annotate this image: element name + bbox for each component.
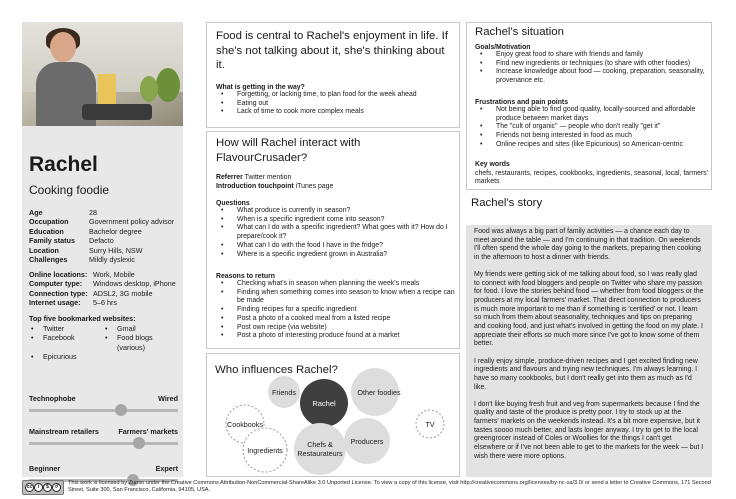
tech-label: Internet usage: xyxy=(29,298,81,308)
referrer-label: Referrer xyxy=(216,174,243,181)
scale-track xyxy=(29,409,178,412)
fact-row xyxy=(29,208,174,217)
list-item: • Post a photo of interesting produce found at a market xyxy=(216,332,456,341)
story-title: Rachel's story xyxy=(471,197,543,209)
fact-row xyxy=(29,246,174,255)
producers-label: Producers xyxy=(350,437,384,446)
fact-value: 28 xyxy=(89,208,97,217)
list-item: • Friends not being interested in food as much xyxy=(475,132,709,141)
influence-card xyxy=(206,353,460,477)
restaurateurs-label: Restaurateurs xyxy=(297,449,343,458)
questions-list xyxy=(216,207,456,259)
persona-panel xyxy=(22,22,183,477)
nc-icon: $ xyxy=(43,483,52,492)
pain-points-list xyxy=(475,106,709,150)
tech-row xyxy=(29,289,176,298)
story-paragraph: I don't like buying fresh fruit and veg from supermarkets because I find the quality and taste of the produce is pretty poor. I try to stock up at the farmers' markets on the weekends instead. It's a bit more expensive, but it tastes soooo much better, and lasts longer anyway. I try to get to the local greengrocer instead of Coles or Woollies for the things I can't get elsewhere or if I've not been able to get to the markets for the week — but I wish there were more options. xyxy=(474,400,704,460)
questions-title: Questions xyxy=(216,200,250,207)
story-body xyxy=(466,225,712,477)
fact-value: Defacto xyxy=(89,236,114,246)
fact-label: Challenges xyxy=(29,255,68,265)
reasons-section xyxy=(216,273,456,341)
rachel-label: Rachel xyxy=(312,399,336,408)
keywords-section xyxy=(475,161,709,187)
list-item: • The "cult of organic" — people who don't really "get it" xyxy=(475,123,709,132)
scale-track xyxy=(29,442,178,445)
quote-card xyxy=(206,22,460,128)
list-item: • Checking what's in season when planning the week's meals xyxy=(216,280,456,289)
obstacles-section xyxy=(216,84,456,117)
fact-value: Government policy advisor xyxy=(89,217,175,227)
story-card xyxy=(466,195,712,477)
other-foodies-label: Other foodies xyxy=(357,388,401,397)
pain-points-section xyxy=(475,99,709,150)
list-item: • Enjoy great food to share with friends and family xyxy=(475,51,709,60)
list-item: • What can I do with the food I have in the fridge? xyxy=(216,242,456,251)
interaction-title: How will Rachel interact with FlavourCrusader? xyxy=(216,137,361,164)
persona-name: Rachel xyxy=(29,153,98,176)
tech-value: 5–6 hrs xyxy=(93,298,117,308)
scale-right-label: Farmers' markets xyxy=(118,427,178,436)
fact-value: Mildly dyslexic xyxy=(89,255,135,265)
bookmark-item: • Epicurious xyxy=(29,352,103,361)
list-item: • Finding recipes for a specific ingredient xyxy=(216,306,456,315)
list-item: • Increase knowledge about food — cooking, preparation, seasonality, provenance etc. xyxy=(475,68,709,85)
list-item: • What produce is currently in season? xyxy=(216,207,456,216)
pain-points-title: Frustrations and pain points xyxy=(475,99,569,106)
persona-role: Cooking foodie xyxy=(29,183,110,197)
technophobe-wired-scale xyxy=(29,394,178,424)
bookmark-item: • Gmail xyxy=(103,324,179,333)
keywords-title: Key words xyxy=(475,161,510,168)
tech-value: Windows desktop, iPhone xyxy=(93,279,176,289)
bookmark-item: • Facebook xyxy=(29,333,103,352)
fact-label: Family status xyxy=(29,236,75,246)
list-item: • Forgetting, or lacking time, to plan food for the week ahead xyxy=(216,91,456,100)
persona-facts xyxy=(29,208,174,264)
touchpoint-label: Introduction touchpoint xyxy=(216,182,294,190)
bookmarks-title: Top five bookmarked websites: xyxy=(29,314,136,323)
list-item: • Post a photo of a cooked meal from a listed recipe xyxy=(216,315,456,324)
referrer-value: Twitter mention xyxy=(244,174,292,181)
list-item: • Where is a specific ingredient grown in Australia? xyxy=(216,251,456,260)
scale-right-label: Wired xyxy=(158,394,178,403)
scale-right-label: Expert xyxy=(155,464,178,473)
list-item: • Eating out xyxy=(216,100,456,109)
obstacles-title: What is getting in the way? xyxy=(216,84,305,91)
questions-section xyxy=(216,200,456,259)
persona-quote: Food is central to Rachel's enjoyment in life. If she's not talking about it, she's thinking about it. xyxy=(216,30,448,71)
list-item: • Online recipes and sites (like Epicurious) so American-centric xyxy=(475,141,709,150)
influence-diagram xyxy=(207,354,461,478)
retailers-markets-scale xyxy=(29,427,178,457)
tech-value: Work, Mobile xyxy=(93,270,135,279)
friends-label: Friends xyxy=(272,388,296,397)
fact-row xyxy=(29,236,174,245)
tech-row xyxy=(29,270,176,279)
scale-left-label: Beginner xyxy=(29,464,61,473)
interaction-meta xyxy=(216,174,333,191)
list-item: • Find new ingredients or techniques (to share with other foodies) xyxy=(475,60,709,69)
fact-label: Education xyxy=(29,226,64,236)
list-item: • Post own recipe (via website) xyxy=(216,324,456,333)
goals-section xyxy=(475,44,709,86)
sa-icon: ↺ xyxy=(52,483,61,492)
reasons-title: Reasons to return xyxy=(216,273,275,280)
license-text: This work is licensed by Zumio under the Creative Commons Attribution-NonCommercial-ShareAlike 3.0 Unported License. To view a copy of this license, visit http://creativecommons.org/licenses/by-nc-sa/3.0/ or send a letter to Creative Commons, 171 Second Street, Suite 300, San Francisco, California, 94105, USA. xyxy=(68,480,711,493)
story-paragraph: Food was always a big part of family activities — a chance each day to meet around the table — and I'm continuing in that tradition. On weekends I'll often spend the whole day going to the markets, preparing then cooking in the afternoon to host a dinner with friends. xyxy=(474,228,701,261)
fact-label: Location xyxy=(29,245,59,255)
goals-list xyxy=(475,51,709,86)
tech-row xyxy=(29,298,176,307)
bookmark-item: • Food blogs (various) xyxy=(103,333,179,352)
story-paragraph: I really enjoy simple, produce-driven recipes and I get excited finding new ingredients and flavours and trying new techniques. I'm always learning. I have so many cookbooks, but I don't really get into them as much as I'd like. xyxy=(474,357,698,391)
chefs-label: Chefs & xyxy=(307,440,333,449)
tech-label: Computer type: xyxy=(29,279,83,289)
fact-value: Bachelor degree xyxy=(89,226,142,236)
persona-tech xyxy=(29,270,176,308)
keywords-text: chefs, restaurants, recipes, cookbooks, ingredients, seasonal, local, farmers' markets xyxy=(475,169,709,186)
obstacles-list xyxy=(216,91,456,117)
fact-row xyxy=(29,217,174,226)
scale-left-label: Technophobe xyxy=(29,394,76,403)
list-item: • What can I do with a specific ingredient? What goes with it? How do I prepare/cook it? xyxy=(216,224,456,241)
scale-marker xyxy=(115,404,127,416)
list-item: • When is a specific ingredient come into season? xyxy=(216,216,456,225)
scale-marker xyxy=(133,437,145,449)
tech-label: Connection type: xyxy=(29,288,88,298)
list-item: • Not being able to find good quality, locally-sourced and affordable produce between market days xyxy=(475,106,709,123)
situation-title: Rachel's situation xyxy=(475,26,564,38)
influence-title: Who influences Rachel? xyxy=(215,364,338,376)
fact-value: Surry Hills, NSW xyxy=(89,245,143,255)
persona-photo xyxy=(22,22,183,126)
cookbooks-label: Cookbooks xyxy=(227,420,263,429)
interaction-card xyxy=(206,131,460,349)
tech-label: Online locations: xyxy=(29,270,88,279)
by-icon: i xyxy=(34,483,43,492)
situation-card xyxy=(466,22,712,190)
bookmark-item: • Twitter xyxy=(29,324,103,333)
fact-label: Age xyxy=(29,208,43,217)
touchpoint-value: iTunes page xyxy=(295,182,334,190)
tv-label: TV xyxy=(425,420,435,429)
bookmarks-list xyxy=(29,324,179,362)
ingredients-label: Ingredients xyxy=(247,446,283,455)
list-item: • Lack of time to cook more complex meals xyxy=(216,108,456,117)
tech-value: ADSL2, 3G mobile xyxy=(93,288,153,298)
story-paragraph: My friends were getting sick of me talking about food, so I was really glad to connect with food bloggers and people on Twitter who share my passion for food. I love the stories behind food — whether from food bloggers or the producers at my local farmers' market. That direct connection to producers is much more important to me than if something is 'certified' or not. I learn so much from them about seasonality, techniques and tips on preparing and cooking food, and just what's involved in getting the food on my plate. I appreciate their efforts so much more since I've got to know some of them better. xyxy=(474,271,704,348)
cc-license-badge[interactable] xyxy=(22,480,64,495)
fact-row xyxy=(29,227,174,236)
list-item: • Finding when something comes into season to know when a recipe can be made xyxy=(216,289,456,306)
fact-row xyxy=(29,255,174,264)
reasons-list xyxy=(216,280,456,341)
tech-row xyxy=(29,279,176,288)
cc-icon: cc xyxy=(26,484,33,490)
scale-left-label: Mainstream retailers xyxy=(29,427,99,436)
goals-title: Goals/Motivation xyxy=(475,44,531,51)
fact-label: Occupation xyxy=(29,217,69,227)
